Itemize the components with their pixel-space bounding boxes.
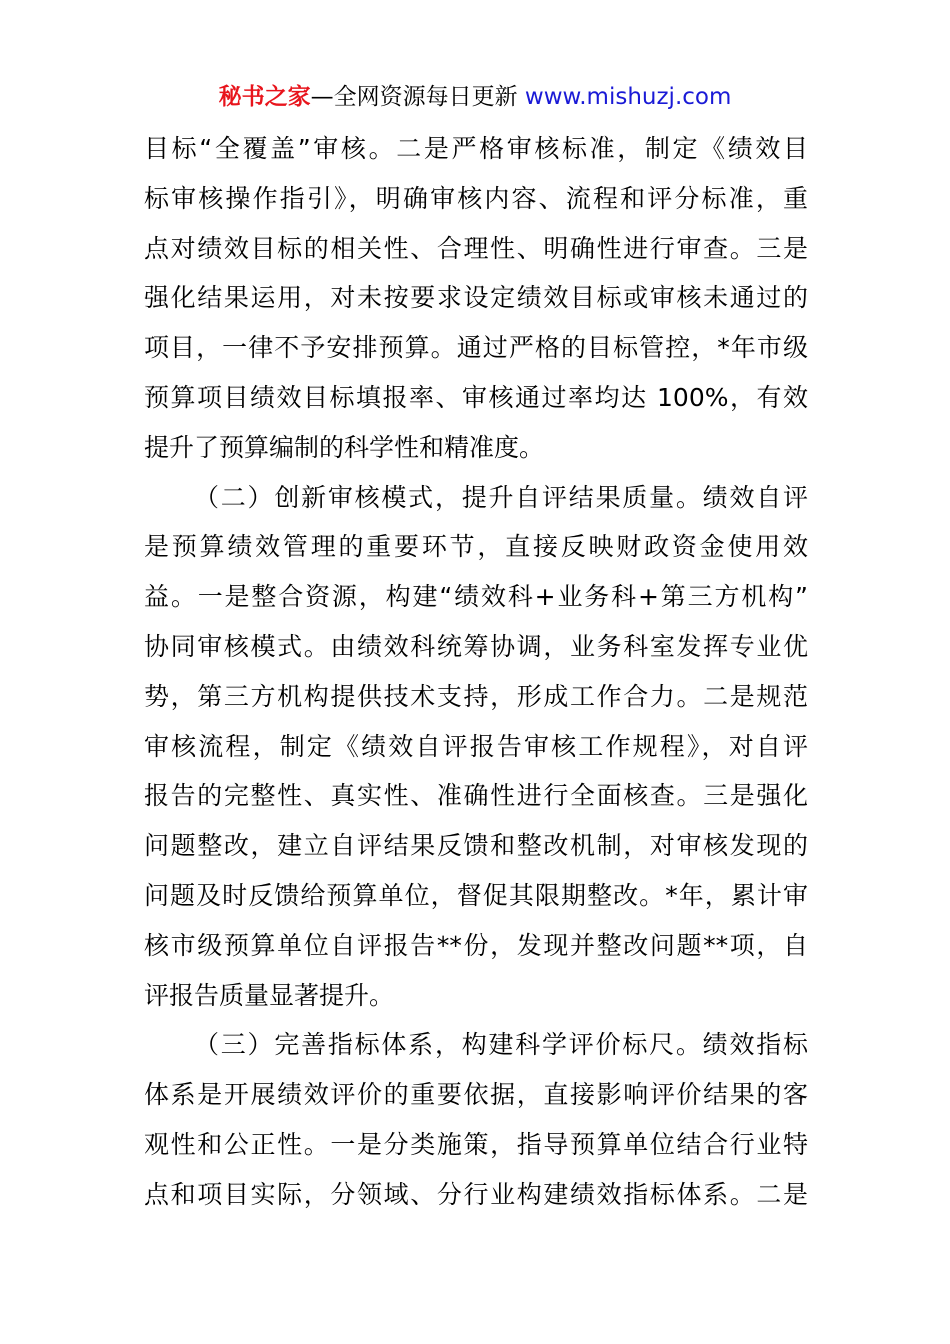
text-line: 点和项目实际，分领域、分行业构建绩效指标体系。二是 xyxy=(144,1179,808,1209)
text-line: 问题及时反馈给预算单位，督促其限期整改。*年，累计审 xyxy=(144,880,808,910)
text-line: 标审核操作指引》，明确审核内容、流程和评分标准，重 xyxy=(144,183,808,213)
text-line: 提升了预算编制的科学性和精准度。 xyxy=(144,432,545,462)
text-line: 评报告质量显著提升。 xyxy=(144,980,395,1010)
text-line: 势，第三方机构提供技术支持，形成工作合力。二是规范 xyxy=(144,681,808,711)
text-line: 目标“全覆盖”审核。二是严格审核标准，制定《绩效目 xyxy=(144,134,808,163)
section-heading-line: （二）创新审核模式，提升自评结果质量。绩效自评 xyxy=(194,482,808,512)
text-line: 体系是开展绩效评价的重要依据，直接影响评价结果的客 xyxy=(144,1080,808,1110)
site-header xyxy=(0,80,950,114)
text-line: 观性和公正性。一是分类施策，指导预算单位结合行业特 xyxy=(144,1129,808,1159)
text-line: 报告的完整性、真实性、准确性进行全面核查。三是强化 xyxy=(144,781,808,811)
text-line: 是预算绩效管理的重要环节，直接反映财政资金使用效 xyxy=(144,532,808,562)
text-line: 强化结果运用，对未按要求设定绩效目标或审核未通过的 xyxy=(144,283,808,313)
text-line: 协同审核模式。由绩效科统筹协调，业务科室发挥专业优 xyxy=(144,631,808,661)
text-line: 项目，一律不予安排预算。通过严格的目标管控，*年市级 xyxy=(144,333,808,363)
text-line: 问题整改，建立自评结果反馈和整改机制，对审核发现的 xyxy=(144,831,808,861)
brand-name: 秘书之家 xyxy=(218,84,311,110)
text-line: 核市级预算单位自评报告**份，发现并整改问题**项，自 xyxy=(144,930,808,960)
text-line: 预算项目绩效目标填报率、审核通过率均达 100%，有效 xyxy=(144,382,808,412)
section-heading-line: （三）完善指标体系，构建科学评价标尺。绩效指标 xyxy=(194,1030,808,1060)
text-line: 点对绩效目标的相关性、合理性、明确性进行审查。三是 xyxy=(144,233,808,263)
header-tagline: —全网资源每日更新 xyxy=(310,84,525,110)
document-body xyxy=(144,124,808,1220)
text-line: 审核流程，制定《绩效自评报告审核工作规程》，对自评 xyxy=(144,731,808,761)
site-url[interactable]: www.mishuzj.com xyxy=(524,84,732,110)
text-line: 益。一是整合资源，构建“绩效科+业务科+第三方机构” xyxy=(144,582,808,612)
